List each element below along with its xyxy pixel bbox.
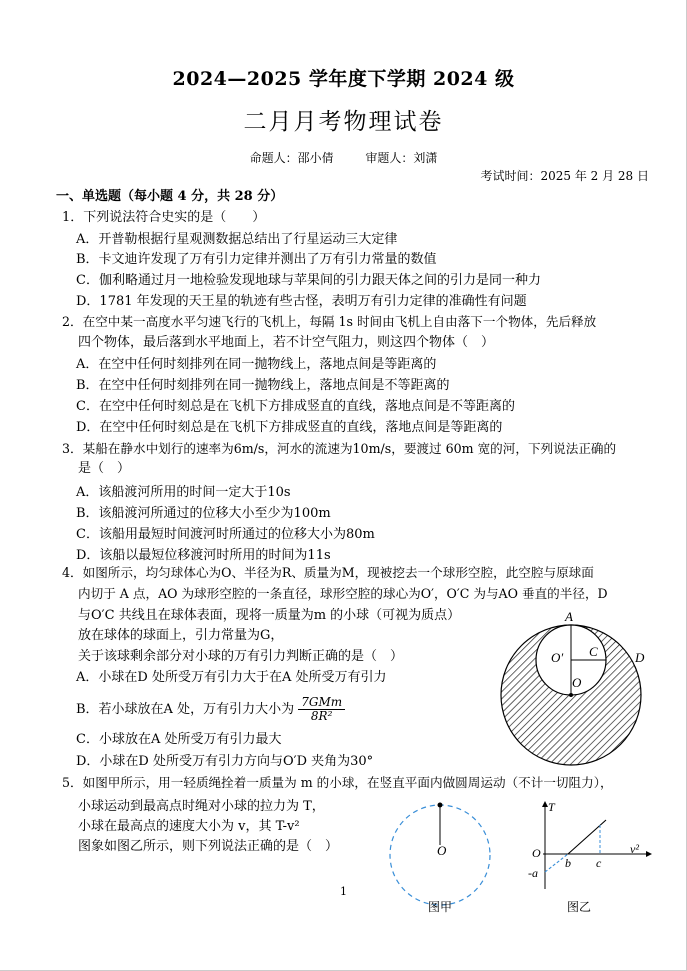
author-line <box>0 149 687 166</box>
axis-v2-label: v² <box>630 842 639 856</box>
label-c: C <box>589 644 598 659</box>
origin-label: O <box>532 846 541 860</box>
q5-stem-line3: 小球在最高点的速度大小为 v，其 T-v² <box>78 819 300 834</box>
q5-stem-line4: 图象如图乙所示，则下列说法正确的是（ ） <box>78 839 339 854</box>
q4-stem-line3: 与O′C 共线且在球体表面，现将一质量为m 的小球（可视为质点） <box>78 608 461 623</box>
q2-stem-line1: 2．在空中某一高度水平匀速飞行的飞机上，每隔 1s 时间由飞机上自由落下一个物体，先后释放 <box>62 314 597 329</box>
author: 命题人：邵小倩 <box>249 151 334 165</box>
q1-option-a: A．开普勒根据行星观测数据总结出了行星运动三大定律 <box>76 232 398 247</box>
q1-option-d: D．1781 年发现的天王星的轨迹有些古怪，表明万有引力定律的准确性有问题 <box>76 294 527 309</box>
q1-option-c: C．伽利略通过月一地检验发现地球与苹果间的引力跟天体之间的引力是同一种力 <box>76 273 541 288</box>
exam-title-line2: 二月月考物理试卷 <box>243 109 444 135</box>
q3-option-d: D．该船以最短位移渡河时所用的时间为11s <box>76 548 331 563</box>
label-o: O <box>437 843 447 858</box>
q4-option-c: C．小球放在A 处所受万有引力最大 <box>76 732 282 747</box>
reviewer: 审题人：刘潇 <box>365 151 438 165</box>
axis-t-label: T <box>548 800 555 814</box>
q5-stem-line1: 5．如图甲所示，用一轻质绳拴着一质量为 m 的小球，在竖直平面内做圆周运动（不计一切阻力）， <box>62 775 613 790</box>
q4-stem-line4: 放在球体的球面上，引力常量为G， <box>78 628 284 643</box>
page-number: 1 <box>340 885 347 898</box>
ball <box>438 803 443 808</box>
q4-stem-line1: 4．如图所示，均匀球体心为O、半径为R、质量为M，现被挖去一个球形空腔，此空腔与原球面 <box>62 565 594 580</box>
q4-option-d: D．小球在D 处所受万有引力方向与O′D 夹角为30° <box>76 754 374 769</box>
label-c: c <box>596 856 602 870</box>
t-v2-graph <box>528 797 658 897</box>
section-heading: 一、单选题（每小题 4 分，共 28 分） <box>56 189 284 204</box>
q3-option-b: B．该船渡河所通过的位移大小至少为100m <box>76 506 331 521</box>
fraction-denominator: 8R² <box>310 709 333 723</box>
q2-stem-line2: 四个物体，最后落到水平地面上，若不计空气阻力，则这四个物体（ ） <box>78 335 495 350</box>
q2-option-b: B．在空中任何时刻排列在同一抛物线上，落地点间是不等距离的 <box>76 378 450 393</box>
q2-option-a: A．在空中任何时刻排列在同一抛物线上，落地点间是等距离的 <box>76 357 437 372</box>
label-neg-a: -a <box>528 866 538 880</box>
label-o: O <box>572 675 582 690</box>
sphere-cavity-figure <box>496 605 666 775</box>
caption-jia: 图甲 <box>428 900 453 914</box>
q2-option-c: C．在空中任何时刻总是在飞机下方排成竖直的直线，落地点间是不等距离的 <box>76 399 515 414</box>
q4-option-b-text: B．若小球放在A 处，万有引力大小为 <box>76 702 295 717</box>
exam-title-line1: 2024—2025 学年度下学期 2024 级 <box>172 68 515 90</box>
q3-stem-line2: 是（ ） <box>78 461 131 476</box>
exam-time: 考试时间：2025 年 2 月 28 日 <box>480 169 649 183</box>
label-b: b <box>565 856 571 870</box>
label-d: D <box>635 650 645 665</box>
q4-stem-line5: 关于该球剩余部分对小球的万有引力判断正确的是（ ） <box>78 649 404 664</box>
q1-stem: 1．下列说法符合史实的是（ ） <box>62 210 266 225</box>
q4-option-a: A．小球在D 处所受万有引力大于在A 处所受万有引力 <box>76 670 387 685</box>
caption-yi: 图乙 <box>567 900 592 914</box>
q3-option-a: A．该船渡河所用的时间一定大于10s <box>76 485 291 500</box>
q1-option-b: B．卡文迪许发现了万有引力定律并测出了万有引力常量的数值 <box>76 252 437 267</box>
q4-stem-line2: 内切于 A 点，AO 为球形空腔的一条直径，球形空腔的球心为O′，O′C 为与AO 垂直的半径，D <box>78 586 608 601</box>
label-a: A <box>565 609 573 624</box>
v2-axis-arrow <box>646 851 652 857</box>
q2-option-d: D．在空中任何时刻总是在飞机下方排成竖直的直线，落地点间是等距离的 <box>76 420 503 435</box>
q3-stem-line1: 3．某船在静水中划行的速率为6m/s，河水的流速为10m/s，要渡过 60m 宽的河，下列说法正确的 <box>62 441 617 456</box>
q5-stem-line2: 小球运动到最高点时绳对小球的拉力为 T， <box>78 799 325 814</box>
q3-option-c: C．该船用最短时间渡河时所通过的位移大小为80m <box>76 527 375 542</box>
fraction-numerator: 7GMm <box>298 696 345 710</box>
center-o-dot <box>569 693 573 697</box>
label-o-prime: O′ <box>551 650 564 665</box>
q4-option-b-fraction <box>298 696 345 723</box>
q4-option-b <box>76 696 345 723</box>
